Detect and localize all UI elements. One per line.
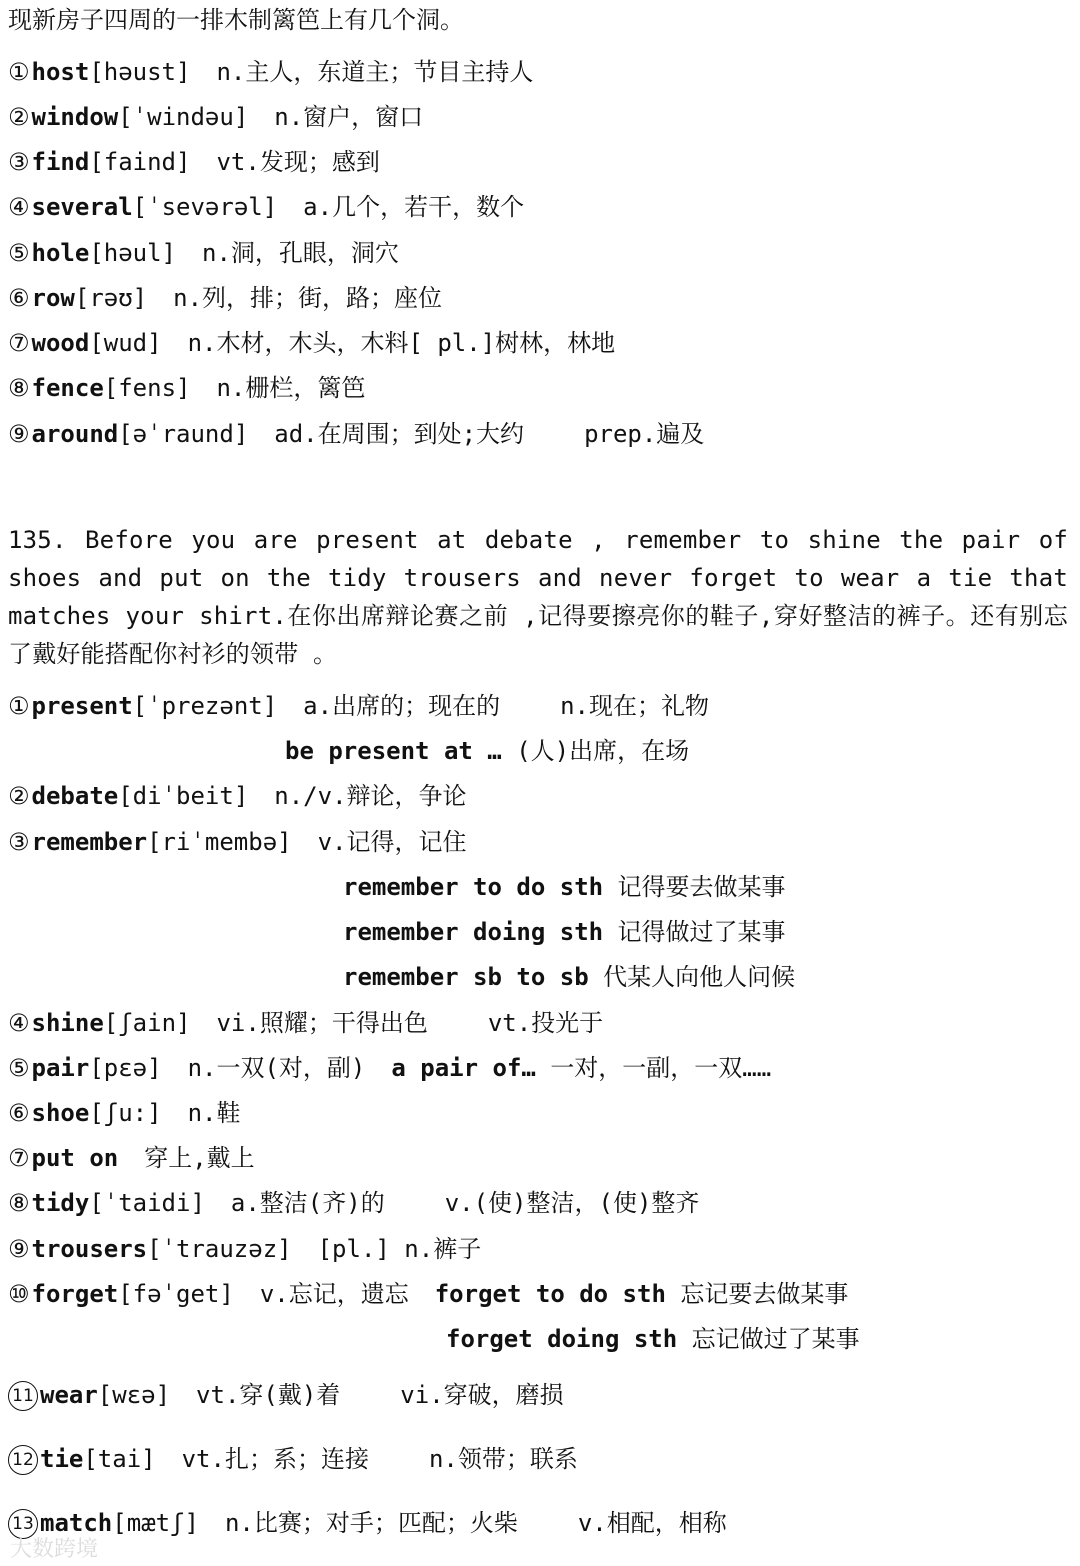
phrase: forget doing sth [446,1325,678,1353]
definition: v.忘记，遗忘 [259,1280,409,1308]
phonetic: [əˈraund] [118,420,249,448]
phrase-line [285,733,689,769]
phrase-line [343,959,795,995]
phrase: remember sb to sb [343,963,589,991]
vocab-word: pair [31,1054,90,1082]
phonetic: [rəʊ] [74,284,148,312]
vocab-entry [8,778,467,814]
entry-number: ④ [8,193,30,221]
entry-number: ③ [8,148,30,176]
entry-number: ⑦ [8,1144,30,1172]
phonetic: [wud] [89,329,162,357]
vocab-word: host [31,58,90,86]
phrase-definition: 忘记要去做某事 [680,1280,849,1308]
example-paragraph [8,521,1068,673]
vocab-entry [8,1140,255,1176]
phonetic: [riˈmembə] [147,828,292,856]
phonetic: [diˈbeit] [118,782,249,810]
entry-number: ⑤ [8,1054,30,1082]
paragraph-english: 135. Before you are present at debate , remember to shine the pair of shoes and put on the tidy trousers and never forget to wear a tie that matches your shirt. [8,526,1068,630]
entry-number: ④ [8,1009,30,1037]
definition-2: vi.穿破，磨损 [400,1381,564,1409]
definition: vt.扎；系；连接 [181,1445,369,1473]
definition: n.鞋 [187,1099,241,1127]
vocab-entry [8,688,709,724]
entry-number: ⑦ [8,329,30,357]
phonetic: [ˈprezənt] [132,692,278,720]
phrase: remember doing sth [343,918,604,946]
definition: ad.在周围；到处;大约 [274,420,525,448]
definition-2: prep.遍及 [584,420,705,448]
definition: n.洞，孔眼，洞穴 [202,239,399,267]
vocab-word: several [31,193,133,221]
phrase: remember to do sth [343,873,604,901]
definition: n./v.辩论，争论 [274,782,467,810]
phrase-line [343,869,786,905]
watermark: 大数跨境 [10,1537,99,1562]
phrase: be present at … [285,737,502,765]
definition-2: vt.投光于 [487,1009,604,1037]
definition: n.列，排；街，路；座位 [173,284,443,312]
vocab-word: wood [31,329,90,357]
vocab-word: remember [31,828,148,856]
entry-number: ⑩ [8,1280,30,1308]
vocab-entry [8,235,399,271]
vocab-entry [8,280,442,316]
entry-number: ⑨ [8,1235,30,1263]
phrase-definition: 代某人向他人问候 [603,963,796,991]
vocab-entry [8,1050,771,1086]
entry-number: ⑥ [8,284,30,312]
phrase-definition: (人)出席，在场 [516,737,690,765]
phonetic: [həul] [89,239,177,267]
vocab-entry [8,1377,564,1413]
vocab-word: wear [40,1381,98,1409]
phonetic: [wɛə] [97,1381,171,1409]
phonetic: [pɛə] [89,1054,162,1082]
vocab-word: trousers [31,1235,148,1263]
vocab-entry [8,189,524,225]
definition: n.比赛；对手；匹配；火柴 [224,1509,518,1537]
vocab-entry [8,1185,699,1221]
entry-number: ⑧ [8,1189,30,1217]
definition: a.出席的；现在的 [303,692,501,720]
definition: n.木材，木头，木料[ pl.]树林，林地 [187,329,616,357]
entry-number: ① [8,692,30,720]
vocab-entry [8,325,615,361]
vocab-entry [8,144,380,180]
definition: 穿上,戴上 [144,1144,255,1172]
vocab-word: around [31,420,119,448]
phonetic: [ˈtaidi] [89,1189,205,1217]
definition: n.窗户，窗口 [274,103,424,131]
definition: v.记得，记住 [317,828,467,856]
entry-number: ③ [8,828,30,856]
vocab-word: debate [31,782,119,810]
paragraph-chinese: 在你出席辩论赛之前 ,记得要擦亮你的鞋子,穿好整洁的裤子。还有别忘了戴好能搭配你衬衫的领带 。 [8,602,1068,668]
definition-2: n.领带；联系 [428,1445,578,1473]
entry-number: ② [8,782,30,810]
phrase: forget to do sth [434,1280,666,1308]
vocab-entry [8,824,467,860]
definition-2: v.相配，相称 [577,1509,727,1537]
phrase-definition: 忘记做过了某事 [691,1325,860,1353]
phrase-definition: 记得要去做某事 [617,873,786,901]
vocab-word: shoe [31,1099,90,1127]
definition: a.几个，若干，数个 [303,193,525,221]
phonetic: [fens] [103,374,191,402]
phonetic: [ʃain] [103,1009,191,1037]
vocab-word: row [31,284,75,312]
entry-number: 11 [8,1381,38,1411]
vocab-entry [8,1505,727,1541]
entry-number: 12 [8,1445,38,1475]
phonetic: [ʃu:] [89,1099,162,1127]
vocab-entry [8,1005,603,1041]
phonetic: [ˈtrauzəz] [147,1235,292,1263]
definition: vt.发现；感到 [216,148,380,176]
phonetic: [tai] [83,1445,156,1473]
vocab-entry [8,1231,481,1267]
entry-number: ① [8,58,30,86]
phrase-definition: 一对，一副，一双…… [550,1054,772,1082]
phrase-line [343,914,786,950]
vocab-word: match [40,1509,113,1537]
phrase: a pair of… [391,1054,536,1082]
entry-number: ② [8,103,30,131]
vocab-entry [8,416,704,452]
entry-number: ⑤ [8,239,30,267]
vocab-entry [8,370,365,406]
definition: vi.照耀；干得出色 [216,1009,428,1037]
vocab-entry [8,1441,578,1477]
vocab-word: hole [31,239,90,267]
phrase-line [446,1321,860,1357]
phonetic: [ˈsevərəl] [132,193,278,221]
vocab-word: find [31,148,90,176]
top-sentence: 现新房子四周的一排木制篱笆上有几个洞。 [8,6,464,34]
vocab-word: tidy [31,1189,90,1217]
vocab-word: tie [40,1445,84,1473]
phonetic: [həust] [89,58,191,86]
definition: [pl.] n.裤子 [317,1235,482,1263]
vocab-word: present [31,692,133,720]
phrase-definition: 记得做过了某事 [617,918,786,946]
vocab-entry [8,1276,848,1312]
phonetic: [faind] [89,148,191,176]
vocab-word: shine [31,1009,104,1037]
definition-2: n.现在；礼物 [560,692,709,720]
vocab-entry [8,1095,240,1131]
definition: n.栅栏，篱笆 [216,374,366,402]
definition-2: v.(使)整洁，(使)整齐 [444,1189,700,1217]
vocab-entry [8,99,423,135]
vocab-entry [8,54,533,90]
definition: n.一双(对，副) [187,1054,366,1082]
entry-number: 13 [8,1509,38,1539]
entry-number: ⑥ [8,1099,30,1127]
phonetic: [mætʃ] [112,1509,199,1537]
vocab-word: forget [31,1280,119,1308]
vocab-word: fence [31,374,104,402]
entry-number: ⑨ [8,420,30,448]
phonetic: [ˈwindəu] [118,103,249,131]
definition: a.整洁(齐)的 [230,1189,385,1217]
vocab-word: put on [31,1144,119,1172]
vocab-word: window [31,103,119,131]
entry-number: ⑧ [8,374,30,402]
definition: n.主人，东道主；节目主持人 [216,58,534,86]
definition: vt.穿(戴)着 [196,1381,341,1409]
phonetic: [fəˈget] [118,1280,234,1308]
